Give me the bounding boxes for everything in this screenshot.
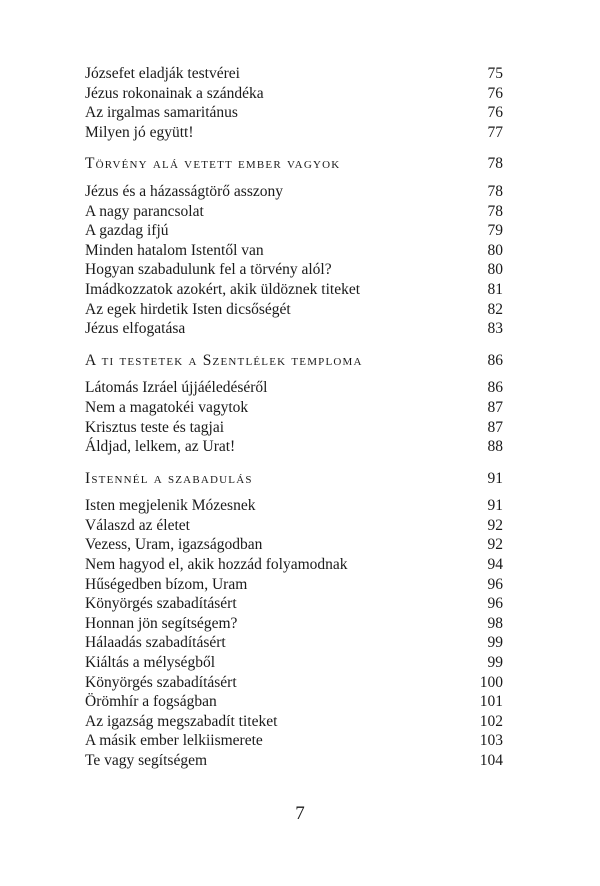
toc-entry xyxy=(85,437,503,457)
page-ref: 102 xyxy=(479,712,503,730)
page-ref: 86 xyxy=(487,379,503,397)
page-ref: 83 xyxy=(487,320,503,338)
toc-entry xyxy=(85,555,503,575)
entry-title: Krisztus teste és tagjai xyxy=(85,418,225,436)
entry-title: Hogyan szabadulunk fel a törvény alól? xyxy=(85,261,332,279)
entry-title: Az egek hirdetik Isten dicsőségét xyxy=(85,300,291,318)
toc-entry xyxy=(85,64,503,84)
toc-entry xyxy=(85,692,503,712)
toc-entry xyxy=(85,535,503,555)
entry-title: Te vagy segítségem xyxy=(85,752,208,769)
toc-entry xyxy=(85,751,503,771)
toc-entry xyxy=(85,575,503,595)
page-ref: 100 xyxy=(479,673,503,691)
section-title: Istennél a szabadulás xyxy=(85,469,253,487)
entry-title: A gazdag ifjú xyxy=(85,222,169,240)
page-ref: 78 xyxy=(487,182,503,200)
entry-title: Jézus elfogatása xyxy=(85,320,186,338)
page-ref: 81 xyxy=(487,280,503,298)
toc-entry xyxy=(85,673,503,693)
page-ref: 77 xyxy=(487,123,503,141)
page-ref: 99 xyxy=(487,634,503,652)
page-ref: 87 xyxy=(487,398,503,416)
entry-title: Nem hagyod el, akik hozzád folyamodnak xyxy=(85,556,348,574)
entry-title: Józsefet eladják testvérei xyxy=(85,65,240,82)
page-ref: 96 xyxy=(487,575,503,593)
entry-title: A másik ember lelkiismerete xyxy=(85,732,263,750)
toc-entry xyxy=(85,319,503,339)
entry-title: Örömhír a fogságban xyxy=(85,693,217,711)
entry-title: Válaszd az életet xyxy=(85,516,190,534)
toc-entry xyxy=(85,221,503,241)
page-ref: 94 xyxy=(487,556,503,574)
entry-title: Látomás Izráel újjáéledéséről xyxy=(85,379,268,397)
toc-entry xyxy=(85,712,503,732)
toc-entry xyxy=(85,123,503,143)
toc-entry xyxy=(85,241,503,261)
entry-title: Jézus rokonainak a szándéka xyxy=(85,84,264,102)
entry-title: Hálaadás szabadításért xyxy=(85,634,226,652)
toc-entry xyxy=(85,398,503,418)
entry-title: Milyen jó együtt! xyxy=(85,123,194,141)
toc-entry xyxy=(85,516,503,536)
entry-title: Könyörgés szabadításért xyxy=(85,595,237,613)
toc-section-heading xyxy=(85,351,503,371)
toc-entry xyxy=(85,300,503,320)
toc-entry xyxy=(85,653,503,673)
page-ref: 87 xyxy=(487,418,503,436)
toc-entry xyxy=(85,594,503,614)
toc-entry xyxy=(85,378,503,398)
entry-title: Isten megjelenik Mózesnek xyxy=(85,497,256,515)
section-title: Törvény alá vetett ember vagyok xyxy=(85,155,341,173)
page-ref: 82 xyxy=(487,300,503,318)
page-ref: 75 xyxy=(487,65,503,82)
toc-entry xyxy=(85,614,503,634)
page-ref: 92 xyxy=(487,536,503,554)
toc-entry xyxy=(85,280,503,300)
page-ref: 92 xyxy=(487,516,503,534)
page-ref: 80 xyxy=(487,241,503,259)
page-ref: 103 xyxy=(479,732,503,750)
toc-section-heading xyxy=(85,469,503,489)
toc-entry xyxy=(85,418,503,438)
entry-title: Könyörgés szabadításért xyxy=(85,673,237,691)
page-ref: 91 xyxy=(487,497,503,515)
entry-title: Minden hatalom Istentől van xyxy=(85,241,264,259)
entry-title: Kiáltás a mélységből xyxy=(85,654,215,672)
entry-title: Az irgalmas samaritánus xyxy=(85,104,238,122)
page-ref: 78 xyxy=(487,202,503,220)
page-ref: 76 xyxy=(487,104,503,122)
page-number: 7 xyxy=(295,803,305,824)
page-ref: 96 xyxy=(487,595,503,613)
page-ref: 98 xyxy=(487,614,503,632)
entry-title: Nem a magatokéi vagytok xyxy=(85,398,249,416)
entry-title: Hűségedben bízom, Uram xyxy=(85,575,248,593)
page-ref: 101 xyxy=(479,693,503,711)
page-ref: 78 xyxy=(487,155,503,173)
toc-entry xyxy=(85,84,503,104)
entry-title: Az igazság megszabadít titeket xyxy=(85,712,278,730)
page-ref: 104 xyxy=(479,752,503,769)
page-ref: 79 xyxy=(487,222,503,240)
page-ref: 76 xyxy=(487,84,503,102)
page-ref: 91 xyxy=(487,469,503,487)
page-ref: 88 xyxy=(487,438,503,456)
entry-title: Jézus és a házasságtörő asszony xyxy=(85,182,283,200)
entry-title: A nagy parancsolat xyxy=(85,202,204,220)
toc-section-heading xyxy=(85,154,503,174)
section-title: A ti testetek a Szentlélek temploma xyxy=(85,351,363,369)
toc-entry xyxy=(85,260,503,280)
page-ref: 80 xyxy=(487,261,503,279)
toc-entry xyxy=(85,633,503,653)
page-ref: 86 xyxy=(487,351,503,369)
entry-title: Honnan jön segítségem? xyxy=(85,614,238,632)
toc-entry xyxy=(85,731,503,751)
entry-title: Vezess, Uram, igazságodban xyxy=(85,536,263,554)
entry-title: Áldjad, lelkem, az Urat! xyxy=(85,438,236,456)
toc-entry xyxy=(85,496,503,516)
page-ref: 99 xyxy=(487,654,503,672)
toc-entry xyxy=(85,103,503,123)
toc-entry xyxy=(85,182,503,202)
entry-title: Imádkozzatok azokért, akik üldöznek titeket xyxy=(85,280,361,298)
toc-entry xyxy=(85,202,503,222)
table-of-contents xyxy=(85,64,503,771)
